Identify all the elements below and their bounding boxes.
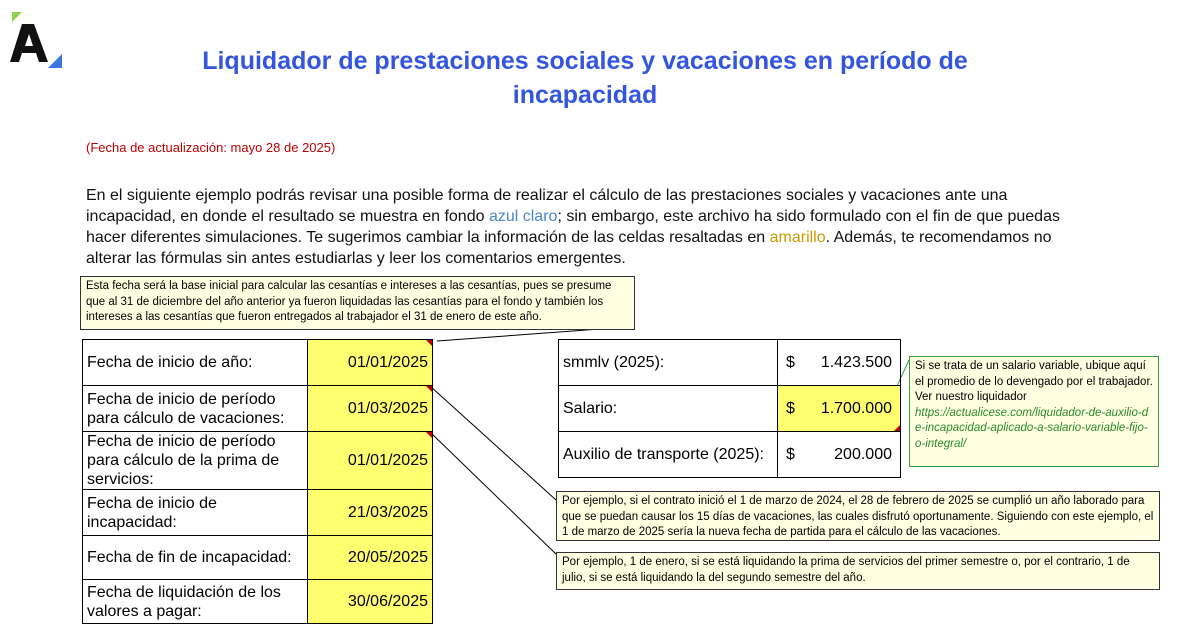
update-date: (Fecha de actualización: mayo 28 de 2025): [86, 140, 336, 155]
yellow-highlight-word: amarillo: [769, 229, 826, 246]
salario-input[interactable]: $ 1.700.000: [778, 386, 901, 432]
row-label: Fecha de inicio de período para cálculo de la prima de servicios:: [83, 432, 308, 490]
comment-prima: Por ejemplo, 1 de enero, si se está liquidando la prima de servicios del primer semestre o, por el contrario, 1 de julio, si se está liquidando la del segundo semestre del año.: [556, 552, 1160, 590]
row-label: Auxilio de transporte (2025):: [559, 432, 778, 478]
auxilio-transporte-value: $ 200.000: [778, 432, 901, 478]
row-label: Fecha de inicio de incapacidad:: [83, 490, 308, 536]
liquidador-link[interactable]: https://actualicese.com/liquidador-de-auxilio-de-incapacidad-aplicado-a-salario-variable-fijo-o-integral/: [915, 406, 1149, 450]
smmlv-value: $ 1.423.500: [778, 340, 901, 386]
page-title: Liquidador de prestaciones sociales y vacaciones en período de incapacidad: [202, 47, 968, 109]
dates-table: [82, 339, 433, 624]
table-row: [83, 490, 433, 536]
fecha-liquidacion-input[interactable]: 30/06/2025: [308, 580, 433, 624]
table-row: [559, 432, 901, 478]
comment-vacaciones: Por ejemplo, si el contrato inició el 1 de marzo de 2024, el 28 de febrero de 2025 se cumplió un año laborado para que se puedan causar los 15 días de vacaciones, las cuales disfrutó oportunamente. Siguiendo con este ejemplo, el 1 de marzo de 2025 sería la nueva fecha de partida para el cálculo de las vacaciones.: [556, 491, 1160, 541]
fecha-inicio-incapacidad-input[interactable]: 21/03/2025: [308, 490, 433, 536]
salary-table: [558, 339, 901, 478]
fecha-inicio-ano-input[interactable]: 01/01/2025: [308, 340, 433, 386]
fecha-fin-incapacidad-input[interactable]: 20/05/2025: [308, 536, 433, 580]
table-row: [559, 340, 901, 386]
table-row: [83, 536, 433, 580]
row-label: smmlv (2025):: [559, 340, 778, 386]
blue-highlight-word: azul claro: [488, 208, 558, 225]
fecha-inicio-vacaciones-input[interactable]: 01/03/2025: [308, 386, 433, 432]
table-row: [83, 340, 433, 386]
comment-salario: Si se trata de un salario variable, ubique aquí el promedio de lo devengado por el trabajador. Ver nuestro liquidador https://actualicese.com/liquidador-de-auxilio-de-incapacidad-aplicado-a-salario-variable-fijo-o-integral/: [909, 356, 1159, 467]
comment-fecha-inicio-ano: Esta fecha será la base inicial para calcular las cesantías e intereses a las cesantías, pues se presume que al 31 de diciembre del año anterior ya fueron liquidadas las cesantías para el fondo y también los intereses a las cesantías que fueron entregados al trabajador el 31 de enero de este año.: [80, 276, 635, 330]
row-label: Salario:: [559, 386, 778, 432]
intro-paragraph: En el siguiente ejemplo podrás revisar una posible forma de realizar el cálculo de las prestaciones sociales y vacaciones ante una incapacidad, en donde el resultado se muestra en fondo azul claro; sin embargo, este archivo ha sido formulado con el fin de que puedas hacer diferentes simulaciones. Te sugerimos cambiar la información de las celdas resaltadas en amarillo. Además, te recomendamos no alterar las fórmulas sin antes estudiarlas y leer los comentarios emergentes.: [86, 187, 1060, 267]
row-label: Fecha de liquidación de los valores a pagar:: [83, 580, 308, 624]
table-row: [83, 386, 433, 432]
fecha-inicio-prima-input[interactable]: 01/01/2025: [308, 432, 433, 490]
row-label: Fecha de inicio de período para cálculo de vacaciones:: [83, 386, 308, 432]
row-label: Fecha de inicio de año:: [83, 340, 308, 386]
table-row: [83, 580, 433, 624]
table-row: [83, 432, 433, 490]
table-row: [559, 386, 901, 432]
row-label: Fecha de fin de incapacidad:: [83, 536, 308, 580]
